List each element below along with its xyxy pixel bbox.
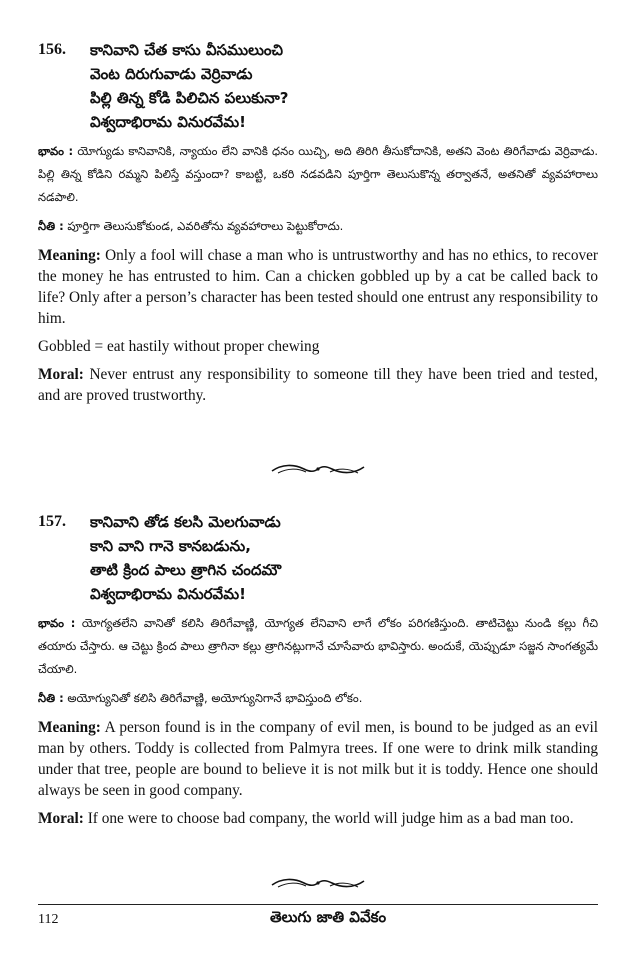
moral-paragraph — [38, 808, 598, 829]
neeti-paragraph — [38, 687, 598, 710]
moral-text: If one were to choose bad company, the world will judge him as a bad man too. — [87, 810, 574, 827]
verse-line: వెంట దిరుగువాడు వెర్రివాడు — [90, 65, 253, 83]
moral-paragraph — [38, 364, 598, 406]
moral-text: Never entrust any responsibility to someone till they have been tried and tested, and are proved trustworthy. — [38, 366, 599, 404]
verse-line: తాటి క్రింద పాలు త్రాగిన చందమౌ — [90, 561, 282, 579]
bhavam-paragraph — [38, 612, 598, 681]
bhavam-label: భావం : — [38, 616, 76, 630]
moral-label: Moral: — [38, 366, 84, 383]
meaning-text: Only a fool will chase a man who is untrustworthy and has no ethics, to recover the money he has entrusted to him. Can a chicken gobbled up by a cat be called back to life? Only after a person’s character has been tested should one entrust any responsibility to him. — [38, 247, 599, 327]
verse-number: 157. — [38, 513, 66, 530]
verse-line: విశ్వదాభిరామ వినురవేమ! — [90, 585, 246, 603]
page-number: 112 — [38, 912, 59, 927]
neeti-text: అయోగ్యునితో కలిసి తిరిగేవాణ్ణి, అయోగ్యునిగానే భావిస్తుంది లోకం. — [67, 691, 363, 705]
meaning-label: Meaning: — [38, 247, 101, 264]
bhavam-text: యోగ్యతలేని వానితో కలిసి తిరిగేవాణ్ణి, యోగ్యత లేనివాని లాగే లోకం పరిగణిస్తుంది. తాటిచెట్టు నుండి కల్లు గీచి తయారు చేస్తారు. ఆ చెట్టు క్రింద పాలు త్రాగినా కల్లు త్రాగినట్లుగానే చూసేవారు భావిస్తారు. అందుకే, యెప్పుడూ సజ్జన సాంగత్యమే చేయాలి. — [38, 616, 598, 676]
ornament-divider-icon — [270, 876, 366, 890]
ornament-divider-icon — [270, 462, 366, 476]
entry-156 — [38, 38, 598, 406]
verse-number: 156. — [38, 41, 66, 58]
moral-label: Moral: — [38, 810, 84, 827]
bhavam-text: యోగ్యుడు కానివానికి, న్యాయం లేని వానికి ధనం యిచ్చి, అది తిరిగి తీసుకోదానికి, అతని వెంట తిరిగేవాడు వెర్రివాడు. పిల్లి తిన్న కోడిని రమ్మని పిలిస్తే వస్తుందా? కాబట్టి, ఒకరి నడవడిని పూర్తిగా తెలుసుకొన్న తర్వాతనే, అతనితో వ్యవహారాలు నడపాలి. — [38, 144, 598, 204]
verse — [38, 38, 598, 134]
neeti-label: నీతి : — [38, 219, 64, 233]
gloss-paragraph: Gobbled = eat hastily without proper chewing — [38, 338, 320, 355]
book-title: తెలుగు జాతి వివేకం — [270, 908, 387, 926]
verse-line: కానివాని చేత కాసు వీసములుంచి — [90, 41, 284, 59]
neeti-paragraph — [38, 215, 598, 238]
verse — [38, 510, 598, 606]
meaning-paragraph — [38, 245, 598, 329]
bhavam-paragraph — [38, 140, 598, 209]
verse-line: పిల్లి తిన్న కోడి పిలిచిన పలుకునా? — [90, 89, 289, 107]
neeti-label: నీతి : — [38, 691, 64, 705]
verse-line: కాని వాని గానె కానబడును, — [90, 537, 251, 555]
meaning-paragraph — [38, 717, 598, 801]
entry-157 — [38, 510, 598, 829]
verse-line: కానివాని తోడ కలసి మెలగువాడు — [90, 513, 281, 531]
footer-rule — [38, 904, 598, 905]
verse-line: విశ్వదాభిరామ వినురవేమ! — [90, 113, 246, 131]
meaning-label: Meaning: — [38, 719, 101, 736]
neeti-text: పూర్తిగా తెలుసుకోకుండ, ఎవరితోను వ్యవహారాలు పెట్టుకోరాదు. — [67, 219, 344, 233]
meaning-text: A person found is in the company of evil men, is bound to be judged as an evil man by others. Toddy is collected from Palmyra trees. If one were to drink milk standing under that tree, people are bound to believe it is not milk but it is toddy. Hence one should always be seen in good company. — [38, 719, 598, 799]
bhavam-label: భావం : — [38, 144, 74, 158]
